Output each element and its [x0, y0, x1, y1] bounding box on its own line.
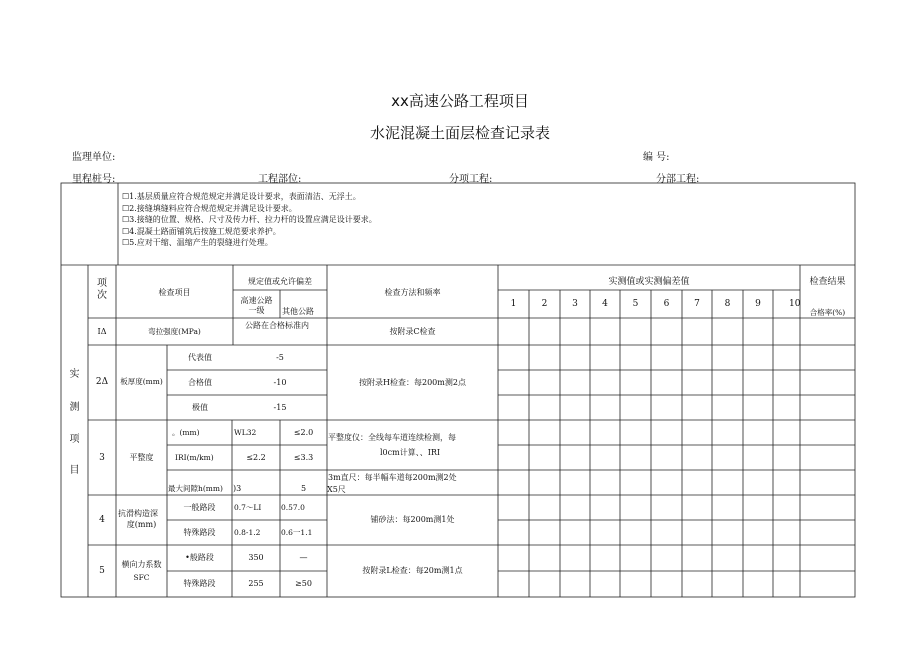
section-label-char: 测 [69, 402, 80, 413]
row3-method: 平整度仪：全线每车道连续检测，每 [328, 433, 456, 442]
row3-sub-v1: )3 [233, 484, 242, 493]
row1-allowed: 公路在合格标准内 [245, 321, 309, 330]
station-label: 里程桩号: [72, 174, 116, 185]
row2-sub-name: 代表值 [188, 353, 212, 362]
section-label-char: 项 [69, 434, 80, 445]
row1-no: IΔ [97, 327, 107, 336]
row4-sub-name: 特殊路段 [183, 528, 216, 537]
section-label-char: 目 [69, 465, 80, 476]
row2-sub-value: -10 [273, 378, 287, 387]
division-project-label: 分部工程: [656, 174, 700, 185]
measure-col-4: 4 [602, 299, 608, 309]
row2-sub-value: -15 [273, 403, 287, 412]
row4-item: 抗滑构造深 [118, 509, 158, 518]
row5-item: 横向力系数 [121, 560, 162, 569]
row3-sub-name: 最大间隙h(mm) [168, 484, 223, 493]
row3-sub-name: IRI(m/km) [175, 453, 214, 462]
item-no-header: 项 次 [97, 278, 107, 301]
row5-method: 按附录L检查：每20m测1点 [362, 566, 463, 575]
row5-sub-v1: 350 [248, 553, 264, 562]
measure-col-7: 7 [694, 299, 700, 309]
highway-header: 高速公路 一级 [240, 296, 273, 315]
row2-sub-name: 极值 [192, 403, 208, 412]
check-item-header: 检查项目 [158, 288, 191, 297]
row3-method: X5尺 [327, 485, 346, 494]
row5-sub-v2: — [299, 553, 308, 562]
row4-method: 铺砂法：每200m测1处 [370, 515, 455, 524]
row3-sub-v1: ≤2.2 [246, 453, 266, 462]
row5-sub-v2: ≥50 [295, 579, 312, 588]
measure-col-8: 8 [724, 299, 731, 309]
row3-sub-v2: 5 [300, 484, 307, 493]
measure-col-10: 10 [789, 299, 801, 309]
measured-header: 实测值或实测偏差值 [608, 277, 690, 287]
section-label-char: 实 [69, 369, 80, 380]
row5-sub-name: •般路段 [185, 553, 214, 562]
supervision-unit-label: 监理单位: [72, 152, 116, 163]
row3-sub-v1: WL32 [234, 428, 257, 437]
measure-col-2: 2 [541, 299, 548, 309]
row4-item: 度(mm) [126, 520, 157, 529]
measure-col-1: 1 [510, 299, 517, 309]
row3-sub-v2: ≤3.3 [293, 453, 314, 462]
row5-item: SFC [133, 573, 150, 582]
row1-method: 按附录C检查 [389, 327, 436, 336]
row5-sub-name: 特殊路段 [183, 579, 216, 588]
row4-no: 4 [99, 515, 105, 525]
number-label: 编 号: [643, 152, 670, 163]
row2-sub-value: -5 [276, 353, 284, 362]
row4-sub-v2: 0.6一1.1 [281, 528, 313, 537]
row3-sub-name: 。(mm) [172, 428, 200, 437]
requirement-item: ☐2.接缝填缝料应符合规范规定并满足设计要求。 [122, 203, 297, 213]
row3-no: 3 [99, 453, 105, 463]
document-title: xx高速公路工程项目 [391, 92, 529, 110]
row4-sub-v1: 0.8-1.2 [234, 528, 261, 537]
measure-col-9: 9 [755, 299, 761, 309]
measure-col-6: 6 [663, 299, 670, 309]
requirement-item: ☐4.混凝土路面铺筑后按施工规范要求养护。 [122, 226, 281, 236]
row1-item: 弯拉强度(MPa) [148, 327, 201, 336]
row4-sub-name: 一般路段 [183, 503, 216, 512]
pass-rate-header: 合格率(%) [809, 308, 846, 317]
method-header: 检查方法和频率 [384, 288, 441, 297]
row4-sub-v2: 0.57.0 [281, 503, 305, 512]
document-subtitle: 水泥混凝土面层检查记录表 [369, 124, 550, 142]
row2-method: 按附录H检查：每200m测2点 [359, 378, 466, 387]
row3-item: 平整度 [129, 453, 154, 462]
requirement-item: ☐1.基层质量应符合规范规定并满足设计要求，表面清洁、无浮土。 [122, 192, 361, 201]
measure-col-5: 5 [632, 299, 639, 309]
row3-sub-v2: ≤2.0 [293, 428, 314, 437]
row5-sub-v1: 255 [248, 579, 264, 588]
allowed-header: 规定值或允许偏差 [248, 277, 312, 286]
row5-no: 5 [99, 566, 105, 576]
row2-item: 板厚度(mm) [120, 377, 163, 386]
measure-col-3: 3 [572, 299, 578, 309]
work-dept-label: 工程部位: [258, 174, 302, 185]
requirement-item: ☐3.接缝的位置、规格、尺寸及传力杆、拉力杆的设置应满足设计要求。 [122, 215, 377, 224]
result-header: 检查结果 [809, 277, 846, 287]
requirement-item: ☐5.应对干缩、温缩产生的裂缝进行处理。 [122, 238, 273, 247]
other-road-header: 其他公路 [282, 307, 314, 316]
sub-project-label: 分项工程: [449, 174, 493, 185]
row3-method: 3m直尺：每半幅车道每200m测2处 [328, 473, 457, 482]
row2-sub-name: 合格值 [188, 378, 212, 387]
row4-sub-v1: 0.7～LI [234, 503, 262, 512]
row3-method: l0cm计算、、IRI [380, 448, 441, 457]
row2-no: 2Δ [95, 377, 109, 387]
